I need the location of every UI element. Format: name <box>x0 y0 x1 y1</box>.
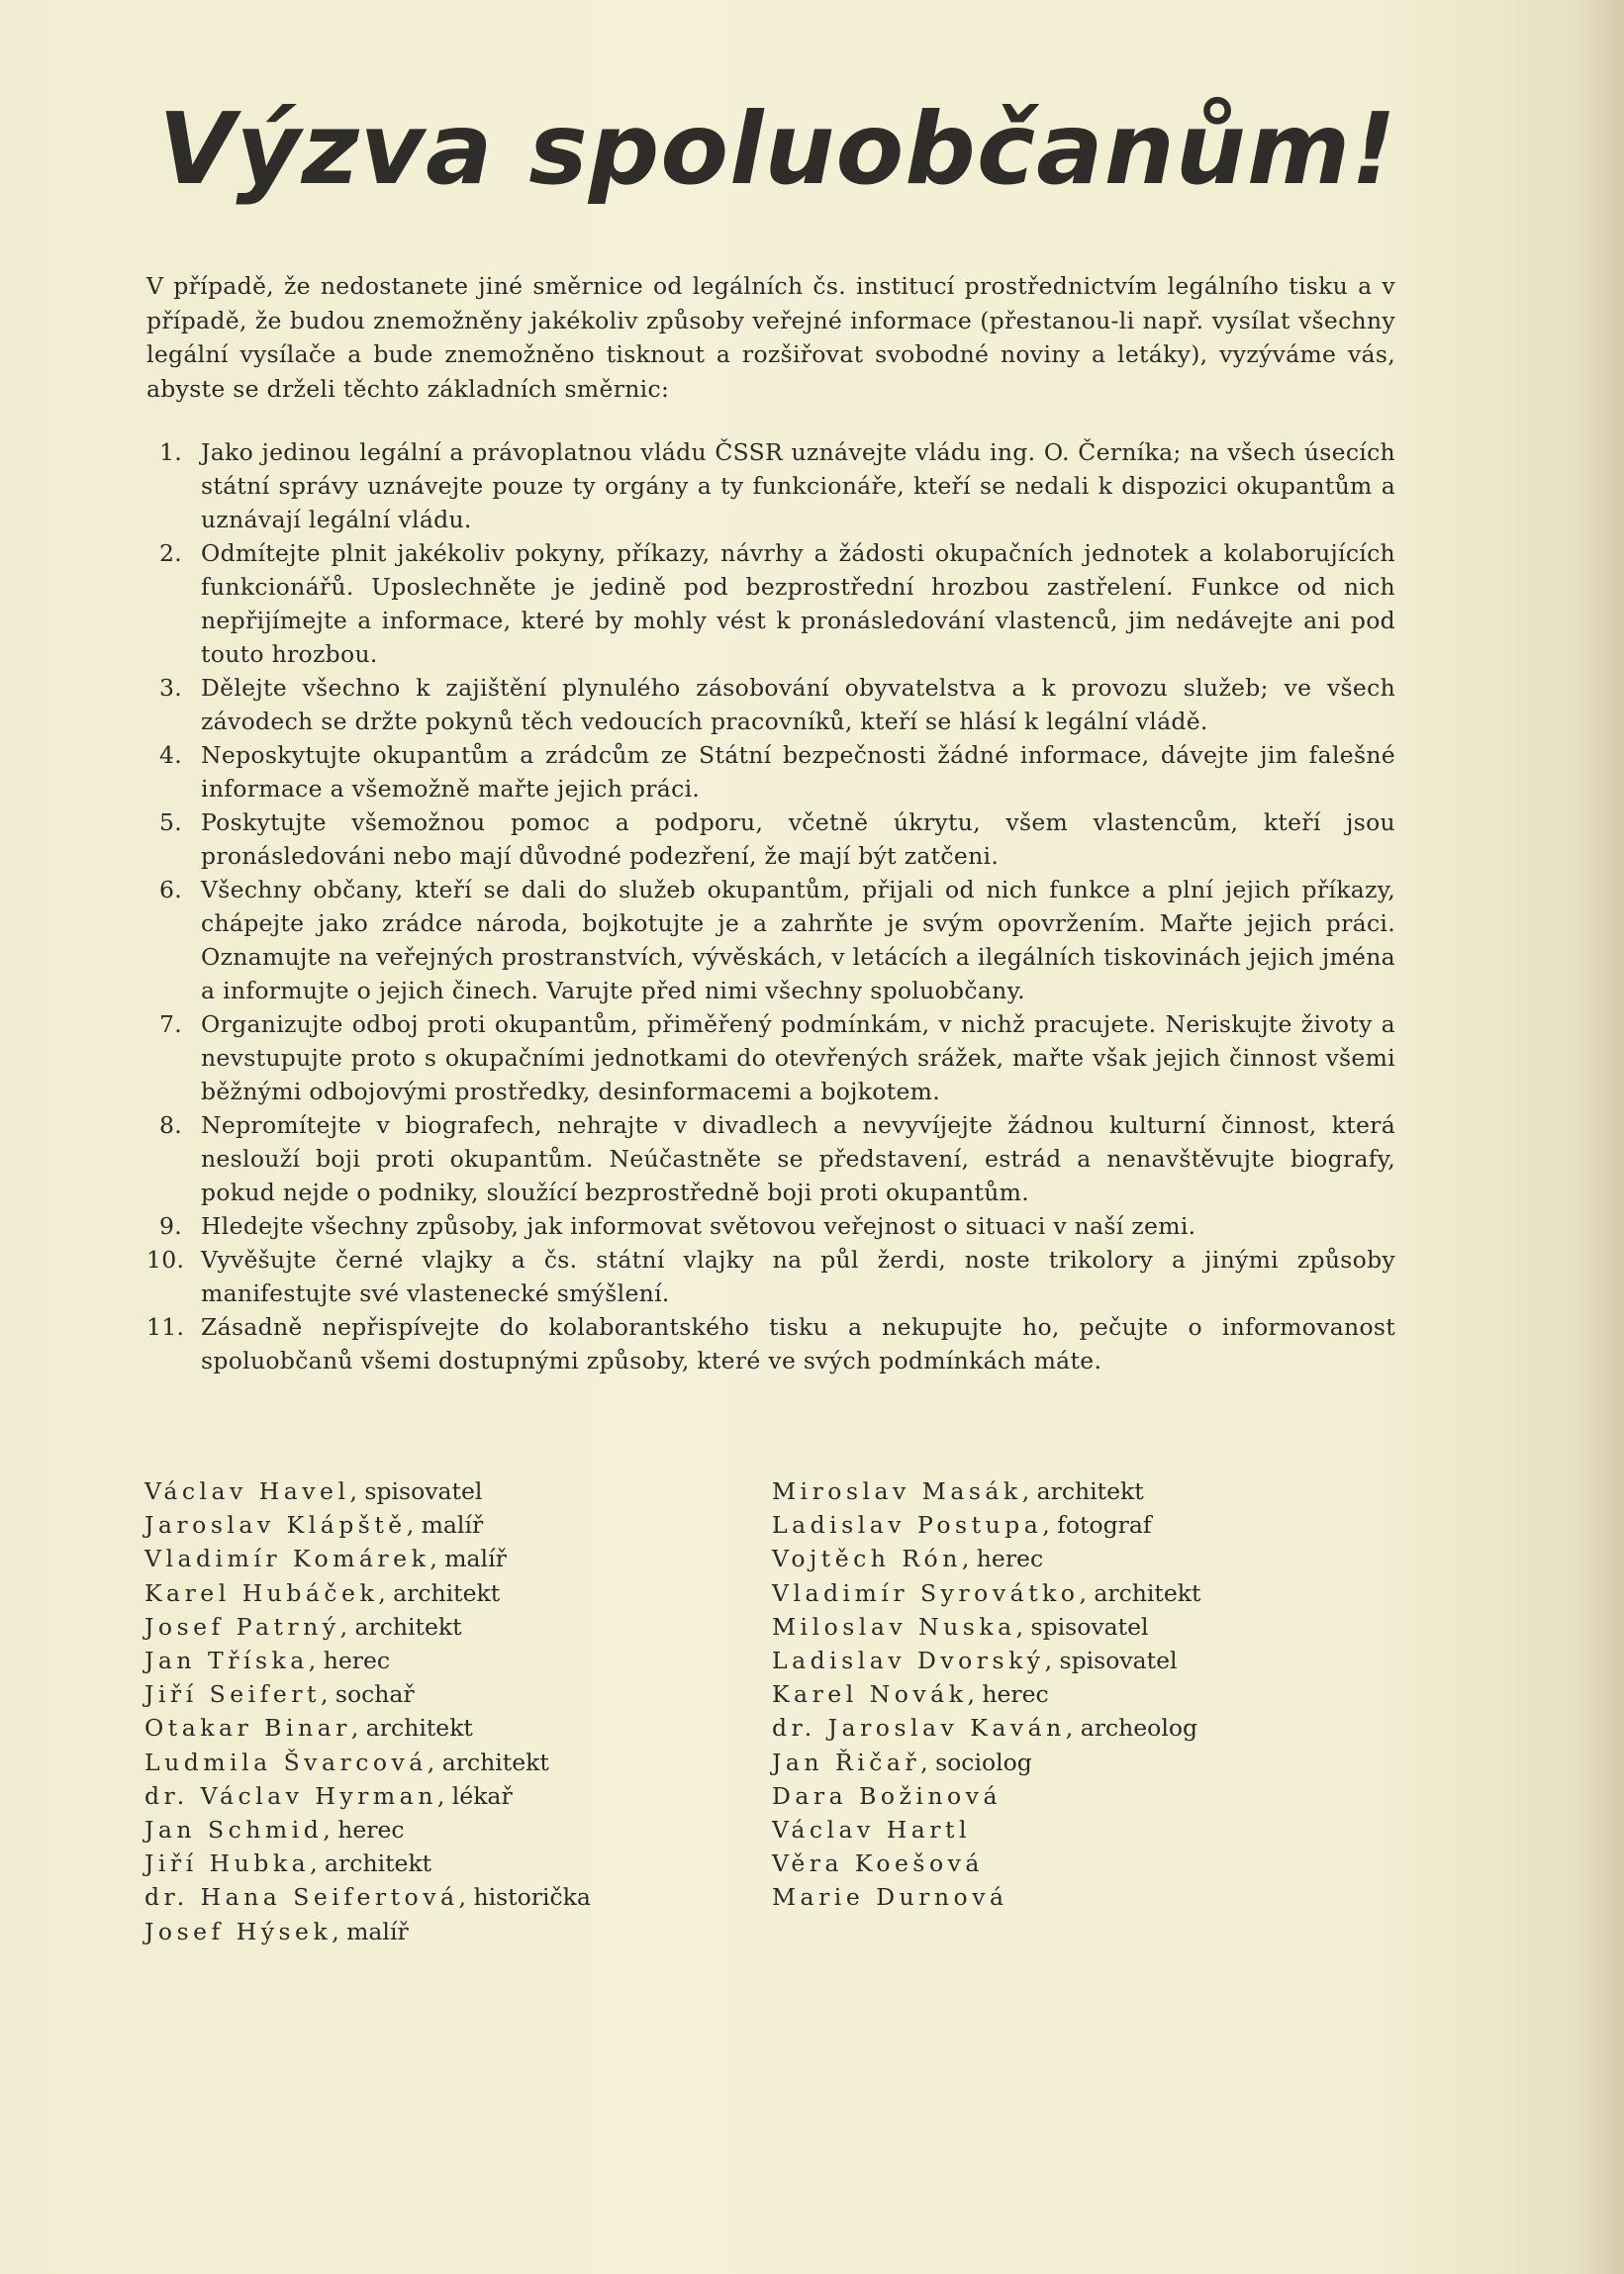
signatory-name: Jaroslav Klápště <box>144 1511 407 1540</box>
directive-text: Jako jedinou legální a právoplatnou vládu ČSSR uznávejte vládu ing. O. Černíka; na všech úsecích státní správy uznávejte pouze ty orgány a ty funkcionáře, kteří se nedali k dispozici okupantům a uznávají legální vládu. <box>201 438 1395 533</box>
signatory-role: , architekt <box>339 1612 462 1641</box>
signatory-name: dr. Václav Hyrman <box>144 1781 437 1810</box>
signatory-name: dr. Jaroslav Kaván <box>772 1714 1066 1743</box>
signatory-role: , architekt <box>1079 1578 1201 1607</box>
directive-number: 5. <box>158 808 182 836</box>
directive-text: Organizujte odboj proti okupantům, přiměřený podmínkám, v nichž pracujete. Neriskujte životy a nevstupujte proto s okupačními jednotkami do otevřených srážek, mařte však jejich činnost všemi běžnými odbojovými prostředky, desinformacemi a bojkotem. <box>201 1010 1395 1105</box>
signatory <box>772 1677 1200 1711</box>
signatory-role: , herec <box>961 1545 1044 1573</box>
directive-number: 6. <box>158 876 182 903</box>
signatory-name: Vladimír Komárek <box>144 1545 430 1573</box>
signatory-name: Miroslav Masák <box>772 1477 1022 1505</box>
directive-item <box>146 1108 1395 1209</box>
signatory-role: , archeolog <box>1065 1714 1198 1743</box>
signatory-name: Marie Durnová <box>772 1883 1008 1912</box>
signatory-role: , herec <box>967 1680 1049 1709</box>
signatory <box>144 1474 591 1508</box>
directives-list <box>146 435 1395 1377</box>
signatory <box>144 1711 591 1745</box>
signatory-name: Václav Hartl <box>772 1816 971 1845</box>
signatory-role: , architekt <box>1021 1477 1144 1505</box>
signatory <box>772 1474 1200 1508</box>
directive-item <box>146 1209 1395 1243</box>
signatory-role: , herec <box>308 1647 391 1675</box>
directive-item <box>146 435 1395 536</box>
signatory-role: , architekt <box>310 1849 432 1878</box>
signatory-role: , herec <box>323 1816 405 1845</box>
signatory <box>772 1813 1200 1847</box>
directive-text: Nepromítejte v biografech, nehrajte v divadlech a nevyvíjejte žádnou kulturní činnost, která neslouží boji proti okupantům. Neúčastněte se představení, estrád a nenavštěvujte biografy, pokud nejde o podniky, sloužící bezprostředně boji proti okupantům. <box>201 1111 1395 1206</box>
directive-text: Všechny občany, kteří se dali do služeb okupantům, přijali od nich funkce a plní jejich příkazy, chápejte jako zrádce národa, bojkotujte je a zahrňte je svým opovržením. Mařte jejich práci. Oznamujte na veřejných prostranstvích, vývěskách, v letácích a ilegálních tiskovinách jejich jména a informujte o jejich činech. Varujte před nimi všechny spoluobčany. <box>201 876 1395 1004</box>
directive-item <box>146 805 1395 873</box>
signatory-name: Jan Schmid <box>144 1816 324 1845</box>
directive-item <box>146 873 1395 1007</box>
signatory <box>772 1746 1200 1779</box>
signatory-role: , spisovatel <box>1015 1612 1149 1641</box>
signatory-role: , spisovatel <box>1044 1647 1178 1675</box>
signatory-name: Jiří Seifert <box>144 1680 321 1709</box>
signatory-name: Dara Božinová <box>772 1781 1002 1810</box>
intro-paragraph: V případě, že nedostanete jiné směrnice od legálních čs. institucí prostřednictvím legálního tisku a v případě, že budou znemožněny jakékoliv způsoby veřejné informace (přestanou-li např. vysílat všechny legální vysílače a bude znemožněno tisknout a rozšiřovat svobodné noviny a letáky), vyzýváme vás, abyste se drželi těchto základních směrnic: <box>146 272 1395 403</box>
signatory <box>144 1813 591 1847</box>
signatory <box>772 1847 1200 1880</box>
directive-item <box>146 1243 1395 1310</box>
signatory <box>144 1610 591 1644</box>
signatory-name: Věra Koešová <box>772 1849 984 1878</box>
directive-number: 1. <box>158 438 182 466</box>
directive-text: Hledejte všechny způsoby, jak informovat světovou veřejnost o situaci v naší zemi. <box>201 1212 1196 1240</box>
signatory <box>772 1779 1200 1813</box>
signatory-role: , sochař <box>320 1680 415 1709</box>
signatory <box>144 1576 591 1610</box>
signatory-name: Ladislav Dvorský <box>772 1647 1045 1675</box>
signatory-role: , architekt <box>427 1748 549 1776</box>
directive-number: 10. <box>146 1246 185 1274</box>
signatory <box>772 1711 1200 1745</box>
signatory <box>772 1542 1200 1575</box>
leaflet-title: Výzva spoluobčanům! <box>158 91 1397 207</box>
signatory-name: Ladislav Postupa <box>772 1511 1043 1540</box>
signatory-role: , fotograf <box>1042 1511 1152 1540</box>
signatory <box>144 1644 591 1677</box>
signatory-name: Miloslav Nuska <box>772 1612 1016 1641</box>
signatory <box>144 1915 591 1948</box>
directive-item <box>146 1310 1395 1377</box>
signatory <box>144 1746 591 1779</box>
signatory-role: , architekt <box>378 1578 501 1607</box>
signatory <box>772 1576 1200 1610</box>
directive-text: Zásadně nepřispívejte do kolaborantského tisku a nekupujte ho, pečujte o informovanost spoluobčanů všemi dostupnými způsoby, které ve svých podmínkách máte. <box>201 1313 1395 1374</box>
signatory-role: , architekt <box>350 1714 473 1743</box>
directive-number: 8. <box>158 1111 182 1139</box>
signatory-role: , historička <box>458 1883 591 1912</box>
signatory-name: Jan Tříska <box>144 1647 309 1675</box>
directive-item <box>146 536 1395 671</box>
signatory <box>144 1677 591 1711</box>
signatory-role: , sociolog <box>920 1748 1032 1776</box>
signatory <box>772 1644 1200 1677</box>
signatory-name: Vladimír Syrovátko <box>772 1578 1080 1607</box>
directive-number: 7. <box>158 1010 182 1038</box>
directive-number: 9. <box>158 1212 182 1240</box>
signatory-role: , malíř <box>406 1511 484 1540</box>
signatory-name: Josef Patrný <box>144 1612 340 1641</box>
signatory-role: , lékař <box>436 1781 513 1810</box>
directive-text: Dělejte všechno k zajištění plynulého zásobování obyvatelstva a k provozu služeb; ve všech závodech se držte pokynů těch vedoucích pracovníků, kteří se hlásí k legální vládě. <box>201 674 1395 735</box>
signatory-name: Karel Novák <box>772 1680 968 1709</box>
directive-item <box>146 1007 1395 1108</box>
signatory-name: Václav Havel <box>144 1477 350 1505</box>
signatory-name: Ludmila Švarcová <box>144 1748 428 1776</box>
signatory-name: Jiří Hubka <box>144 1849 311 1878</box>
signatory <box>144 1508 591 1542</box>
directive-item <box>146 738 1395 805</box>
signatory <box>144 1880 591 1914</box>
signatory-name: Vojtěch Rón <box>772 1545 962 1573</box>
directive-text: Vyvěšujte černé vlajky a čs. státní vlajky na půl žerdi, noste trikolory a jinými způsoby manifestujte své vlastenecké smýšlení. <box>201 1246 1395 1307</box>
signatory <box>144 1847 591 1880</box>
signatory-role: , malíř <box>332 1917 409 1945</box>
signatories-right-column <box>772 1474 1200 1915</box>
signatory-role: , spisovatel <box>349 1477 483 1505</box>
directive-item <box>146 671 1395 738</box>
signatories-left-column <box>144 1474 591 1948</box>
signatory-name: Josef Hýsek <box>144 1917 333 1945</box>
signatory-name: Karel Hubáček <box>144 1578 379 1607</box>
signatory <box>772 1610 1200 1644</box>
directive-text: Poskytujte všemožnou pomoc a podporu, včetně úkrytu, všem vlastencům, kteří jsou pronásledováni nebo mají důvodné podezření, že mají být zatčeni. <box>201 808 1395 870</box>
signatory-name: Jan Řičař <box>772 1748 921 1776</box>
signatory <box>144 1779 591 1813</box>
directive-number: 3. <box>158 674 182 702</box>
signatory <box>772 1880 1200 1914</box>
directive-number: 2. <box>158 539 182 567</box>
signatory-name: Otakar Binar <box>144 1714 351 1743</box>
directive-text: Odmítejte plnit jakékoliv pokyny, příkazy, návrhy a žádosti okupačních jednotek a kolaborujících funkcionářů. Uposlechněte je jedině pod bezprostřední hrozbou zastřelení. Funkce od nich nepřijímejte a informace, které by mohly vést k pronásledování vlastenců, jim nedávejte ani pod touto hrozbou. <box>201 539 1395 668</box>
signatory <box>772 1508 1200 1542</box>
signatory <box>144 1542 591 1575</box>
directive-text: Neposkytujte okupantům a zrádcům ze Státní bezpečnosti žádné informace, dávejte jim falešné informace a všemožně mařte jejich práci. <box>201 741 1395 803</box>
directive-number: 11. <box>146 1313 185 1341</box>
signatory-role: , malíř <box>430 1545 507 1573</box>
signatory-name: dr. Hana Seifertová <box>144 1883 459 1912</box>
paper-edge-shading <box>1575 0 1624 2274</box>
directive-number: 4. <box>158 741 182 769</box>
